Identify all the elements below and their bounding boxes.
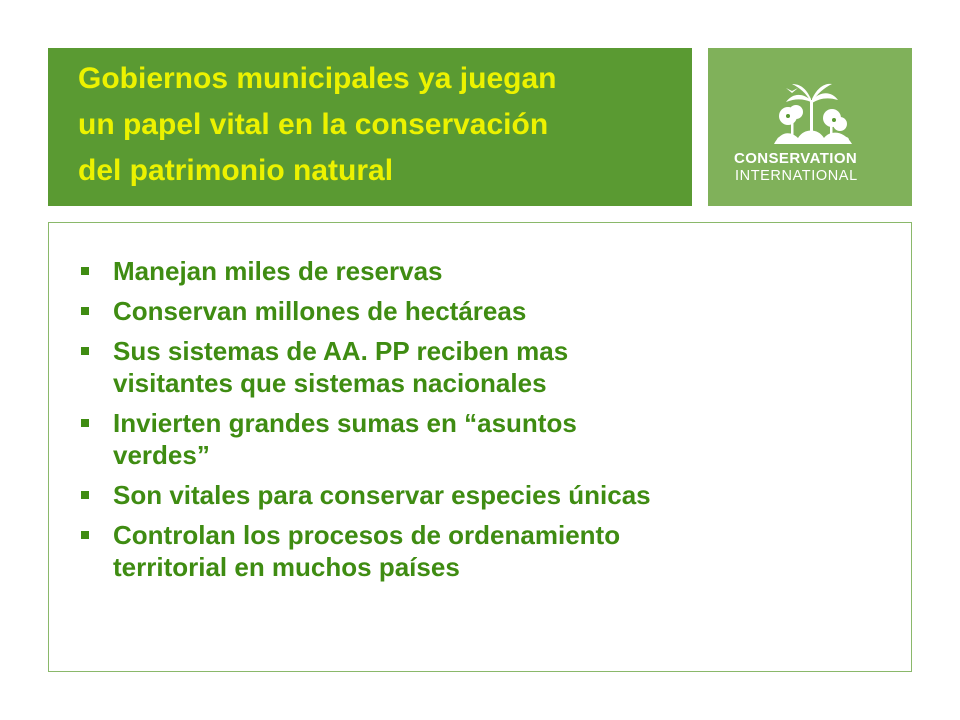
logo-panel (708, 48, 912, 206)
logo-wordmark-line2: INTERNATIONAL (735, 168, 858, 184)
bullet-text: Sus sistemas de AA. PP reciben mas (113, 336, 569, 366)
bullet-text: Controlan los procesos de ordenamiento (113, 520, 621, 550)
square-bullet-icon (81, 531, 89, 539)
bullet-text: territorial en muchos países (113, 552, 460, 582)
square-bullet-icon (81, 267, 89, 275)
square-bullet-icon (81, 307, 89, 315)
bullet-text: Invierten grandes sumas en “asuntos (113, 408, 577, 438)
bullet-item (79, 479, 879, 511)
bullet-list (79, 255, 879, 591)
bullet-text: verdes” (113, 440, 210, 470)
bullet-text: visitantes que sistemas nacionales (113, 368, 547, 398)
title-line: un papel vital en la conservación (78, 108, 549, 141)
bullet-item (79, 335, 879, 399)
square-bullet-icon (81, 419, 89, 427)
bullet-text: Son vitales para conservar especies únicas (113, 480, 651, 510)
title-panel (48, 48, 692, 206)
square-bullet-icon (81, 491, 89, 499)
content-box (48, 222, 912, 672)
title-line: Gobiernos municipales ya juegan (78, 62, 557, 95)
slide-title (78, 56, 678, 194)
bullet-item (79, 519, 879, 583)
bullet-text: Conservan millones de hectáreas (113, 296, 527, 326)
logo-wordmark-line1: CONSERVATION (734, 150, 858, 167)
square-bullet-icon (81, 347, 89, 355)
bullet-item (79, 295, 879, 327)
bullet-item (79, 255, 879, 287)
title-line: del patrimonio natural (78, 154, 394, 187)
bullet-text: Manejan miles de reservas (113, 256, 443, 286)
bullet-item (79, 407, 879, 471)
